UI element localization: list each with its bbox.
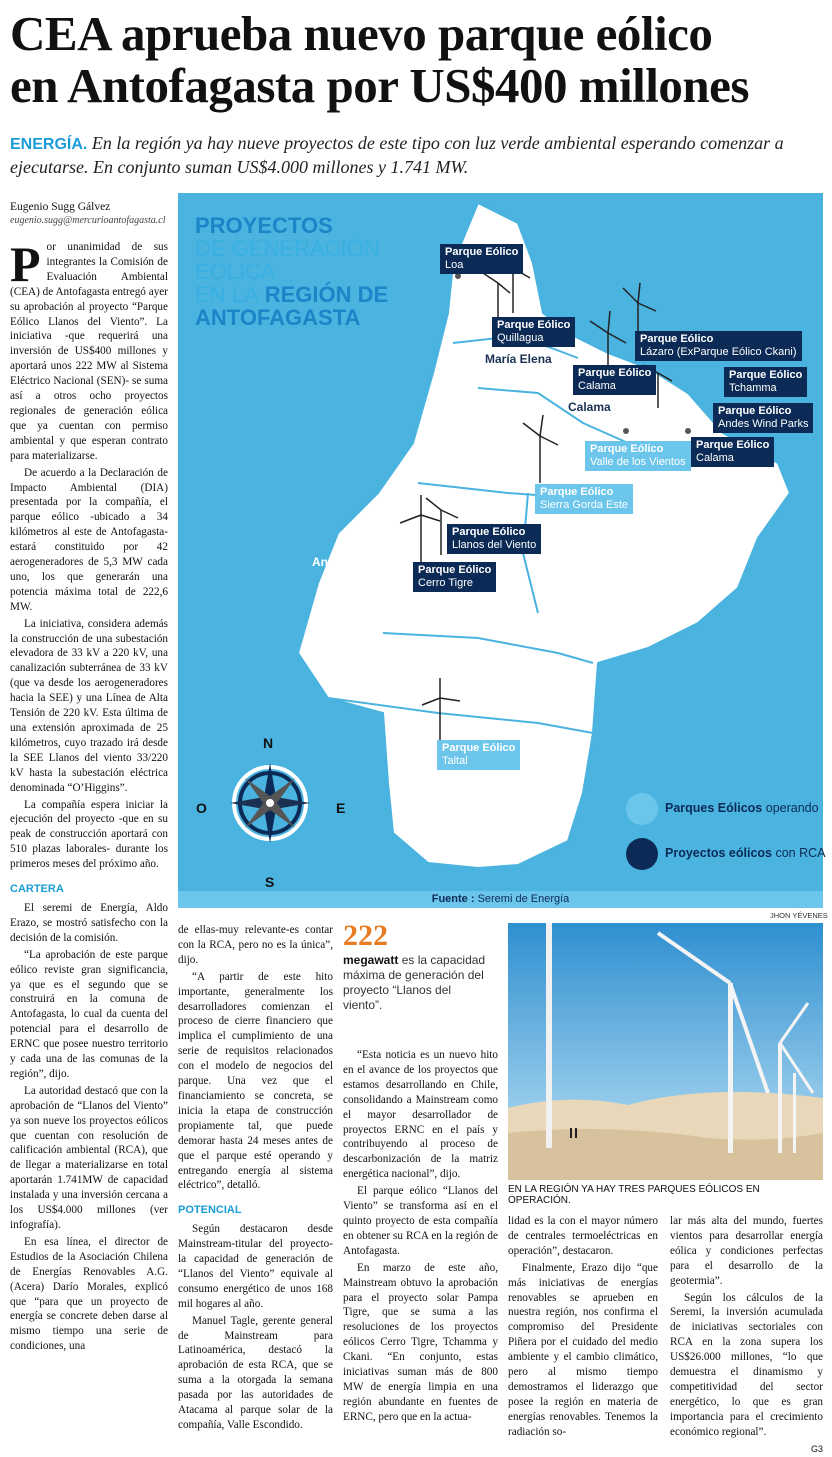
body-paragraph: En esa línea, el director de Estudios de la Asociación Chilena de Energías Renovables A.G. (Acera) Darío Morales, explicó que “para que un proyecto de energía se concrete deben darse al mismo tiempo una serie de condiciones, una bbox=[10, 1235, 168, 1353]
section-heading: POTENCIAL bbox=[178, 1204, 242, 1217]
body-paragraph: La compañía espera iniciar la ejecución del proyecto -que en su peak de construcción aportará con 510 plazas laborales- durante los primeros meses del próximo año. bbox=[10, 798, 168, 871]
section-heading: CARTERA bbox=[10, 883, 64, 896]
project-label: Parque Eólico Loa bbox=[440, 244, 523, 274]
project-label: Parque Eólico Andes Wind Parks bbox=[713, 403, 813, 433]
body-paragraph: “Esta noticia es un nuevo hito en el avance de los proyectos que estamos desarrollando en Chile, consolidando a Mainstream como el mayor desarrollador de proyectos ERNC en el país y contribuyendo al proceso de descarbonización de la matriz energética nacional”, dijo. bbox=[343, 1049, 498, 1181]
project-label: Parque Eólico Tchamma bbox=[724, 367, 807, 397]
project-label: Parque Eólico Cerro Tigre bbox=[413, 562, 496, 592]
project-label: Parque Eólico Calama bbox=[691, 437, 774, 467]
legend-rca-swatch bbox=[626, 838, 658, 870]
author-name: Eugenio Sugg Gálvez bbox=[10, 201, 111, 213]
infographic-title-line: REGIÓN DE bbox=[264, 282, 389, 307]
project-label: Parque Eólico Llanos del Viento bbox=[447, 524, 541, 554]
project-label: Parque Eólico Taltal bbox=[437, 740, 520, 770]
body-paragraph: La autoridad destacó que con la aprobación de “Llanos del Viento” ya son nueve los proyectos eólicos que cuentan con resolución de calificación ambiental (RCA), que de llegar a materializarse en total aportarán 1.741MW de capacidad instalada y una inversión cercana a los US$4.000 millones (ver infografía). bbox=[10, 1084, 168, 1231]
author-email[interactable]: eugenio.sugg@mercurioantofagasta.cl bbox=[10, 215, 166, 226]
body-paragraph: de ellas-muy relevante-es contar con la RCA, pero no es la única”, dijo. bbox=[178, 924, 333, 966]
lead-kicker: ENERGÍA. bbox=[10, 136, 88, 153]
highlight-text: megawatt es la capacidad máxima de generación del proyecto “Llanos del viento”. bbox=[343, 953, 486, 1012]
article-column-1 bbox=[10, 236, 168, 1356]
body-paragraph: Según destacaron desde Mainstream-titular del proyecto- la capacidad de generación de “Llanos del Viento” equivale al consumo energético de unos 168 mil hogares al año. bbox=[178, 1223, 333, 1310]
compass-north: N bbox=[263, 735, 274, 751]
legend-rca: Proyectos eólicos con RCA bbox=[665, 846, 826, 860]
body-paragraph: El parque eólico “Llanos del Viento” se transforma así en el quinto proyecto de esta compañía en obtener su RCA en la región de Antofagasta. bbox=[343, 1185, 498, 1257]
infographic-title-line: DE GENERACIÓN bbox=[195, 236, 380, 261]
project-label: Parque Eólico Sierra Gorda Este bbox=[535, 484, 633, 514]
infographic-title-line: EN LA bbox=[195, 282, 259, 307]
article-column-3 bbox=[343, 1048, 498, 1427]
article-column-4 bbox=[508, 1214, 658, 1442]
drop-cap: P bbox=[10, 236, 41, 292]
city-label-maria-elena: María Elena bbox=[485, 352, 552, 366]
body-paragraph: En marzo de este año, Mainstream obtuvo la aprobación para el proyecto solar Pampa Tigre, que se suma a las resoluciones de los proyectos eólicos Cerro Tigre, Tchamma y Ckani. “En conjunto, estas iniciativas suman más de 800 MW de energía limpia en una región abundante en fuentes de ERNC, pero que en la actua- bbox=[343, 1261, 498, 1423]
byline bbox=[10, 200, 165, 228]
article-column-5 bbox=[670, 1214, 823, 1457]
legend-operating-swatch bbox=[626, 793, 658, 825]
headline-line-1: CEA aprueba nuevo parque eólico bbox=[10, 6, 713, 61]
body-paragraph: lar más alta del mundo, fuertes vientos para desarrollar energía eólica y condiciones perfectas para el desarrollo de la geotermia”. bbox=[670, 1215, 823, 1287]
photo-credit: JHON YÉVENES bbox=[770, 911, 828, 920]
city-label-calama: Calama bbox=[568, 400, 611, 414]
city-label-antofagasta: Antofagasta bbox=[312, 555, 382, 569]
project-label: Parque Eólico Valle de los Vientos bbox=[585, 441, 691, 471]
legend-operating: Parques Eólicos operando bbox=[665, 801, 819, 815]
body-paragraph: La iniciativa, considera además la construcción de una subestación elevadora de 33 kV a 220 kV, una canalización subterránea de 33 kV (que va desde los aerogeneradores hacia la SEE) y una Línea de Alta Tensión de 220 kV. Esta última de una extensión aproximada de 25 kilómetros, cuyo trazado irá desde la SEE Llanos del viento 33/220 kV hasta la subestación eléctrica denominada “O’Higgins”. bbox=[10, 617, 168, 794]
end-mark: G3 bbox=[810, 1443, 823, 1454]
body-paragraph: Según los cálculos de la Seremi, la inversión acumulada de iniciativas sectoriales con RCA en la zona supera los US$26.000 millones, “lo que demuestra el dinamismo y competitividad del sector energético, lo que es gran importancia para el crecimiento económico regional”. bbox=[670, 1291, 823, 1438]
infographic-title-line: EÓLICA bbox=[195, 259, 276, 284]
compass-south: S bbox=[265, 874, 275, 890]
wind-farm-photo bbox=[508, 923, 823, 1180]
project-label: Parque Eólico Calama bbox=[573, 365, 656, 395]
lead-paragraph bbox=[10, 132, 815, 178]
highlight-number: 222 bbox=[343, 919, 388, 952]
lead-text: En la región ya hay nueve proyectos de este tipo con luz verde ambiental esperando comenzar a ejecutarse. En conjunto suman US$4.000 millones y 1.741 MW. bbox=[10, 133, 784, 177]
infographic-source: Fuente : Seremi de Energía bbox=[178, 891, 823, 908]
compass-west: O bbox=[196, 800, 207, 816]
headline-line-2: en Antofagasta por US$400 millones bbox=[10, 58, 749, 113]
project-label: Parque Eólico Lázaro (ExParque Eólico Ckani) bbox=[635, 331, 802, 361]
article-column-2 bbox=[178, 923, 333, 1435]
infographic-title-line: PROYECTOS bbox=[195, 213, 333, 238]
body-paragraph: De acuerdo a la Declaración de Impacto Ambiental (DIA) presentada por la compañía, el parque eólico -ubicado a 34 kilómetros al este de Antofagasta- estará constituido por 42 aerogeneradores de 5,3 MW cada uno, los que generarán una potencia máxima total de 222,6 MW. bbox=[10, 466, 168, 613]
compass-east: E bbox=[336, 800, 346, 816]
body-paragraph: lidad es la con el mayor número de centrales termoeléctricas en operación”, destacaron. bbox=[508, 1215, 658, 1257]
headline bbox=[10, 8, 825, 112]
body-paragraph: Manuel Tagle, gerente general de Mainstream para Latinoamérica, destacó la aprobación de esta RCA, que se suma a la otorgada la semana pasada por las autoridades de Atacama al parque solar de la compañía, Valle Escondido. bbox=[178, 1314, 333, 1431]
body-paragraph: “A partir de este hito importante, generalmente los desarrolladores comienzan el proceso de cierre financiero que implica el cumplimiento de una serie de requisitos relacionados con el modelo de negocios del parque. Una vez que el financiamiento se concreta, se inicia la etapa de construcción propiamente tal, que puede demorar hasta 24 meses antes de que el parque esté operando y entregando energía al sistema eléctrico”, detalló. bbox=[178, 970, 333, 1192]
body-paragraph: or unanimidad de sus integrantes la Comisión de Evaluación Ambiental (CEA) de Antofagasta entregó ayer su aprobación al proyecto “Parque Eólico Llanos del Viento”. La iniciativa -que requerirá una inversión de US$400 millones y aportará unos 222 MW al Sistema Eléctrico Nacional (SEN)- se suma así a otros ocho proyectos regionales de generación eólica que ya cuentan con permiso ambiental y que esperan contrato para materializarse. bbox=[10, 241, 168, 462]
body-paragraph: El seremi de Energía, Aldo Erazo, se mostró satisfecho con la decisión de la comisión. bbox=[10, 901, 168, 944]
body-paragraph: Finalmente, Erazo dijo “que más iniciativas de energías renovables se aprueben en nuestra región, nos confirma el compromiso del Presidente Piñera por el cuidado del medio ambiente y el cambio climático, pero al mismo tiempo demostramos el liderazgo que posee la región en materia de energías renovables. Tenemos la radiación so- bbox=[508, 1261, 658, 1438]
infographic-title bbox=[195, 214, 388, 329]
project-label: Parque Eólico Quillagua bbox=[492, 317, 575, 347]
photo-caption: EN LA REGIÓN YA HAY TRES PARQUES EÓLICOS EN OPERACIÓN. bbox=[508, 1184, 760, 1206]
compass-rose bbox=[230, 763, 310, 843]
infographic-title-line: ANTOFAGASTA bbox=[195, 305, 361, 330]
body-paragraph: “La aprobación de este parque eólico reviste gran significancia, ya que es el segundo que se construirá en la comuna de Antofagasta, lo cual da cuenta del potencial para el desarrollo de ERNC que posee nuestro territorio y cada una de las comunas de la región”, dijo. bbox=[10, 948, 168, 1080]
